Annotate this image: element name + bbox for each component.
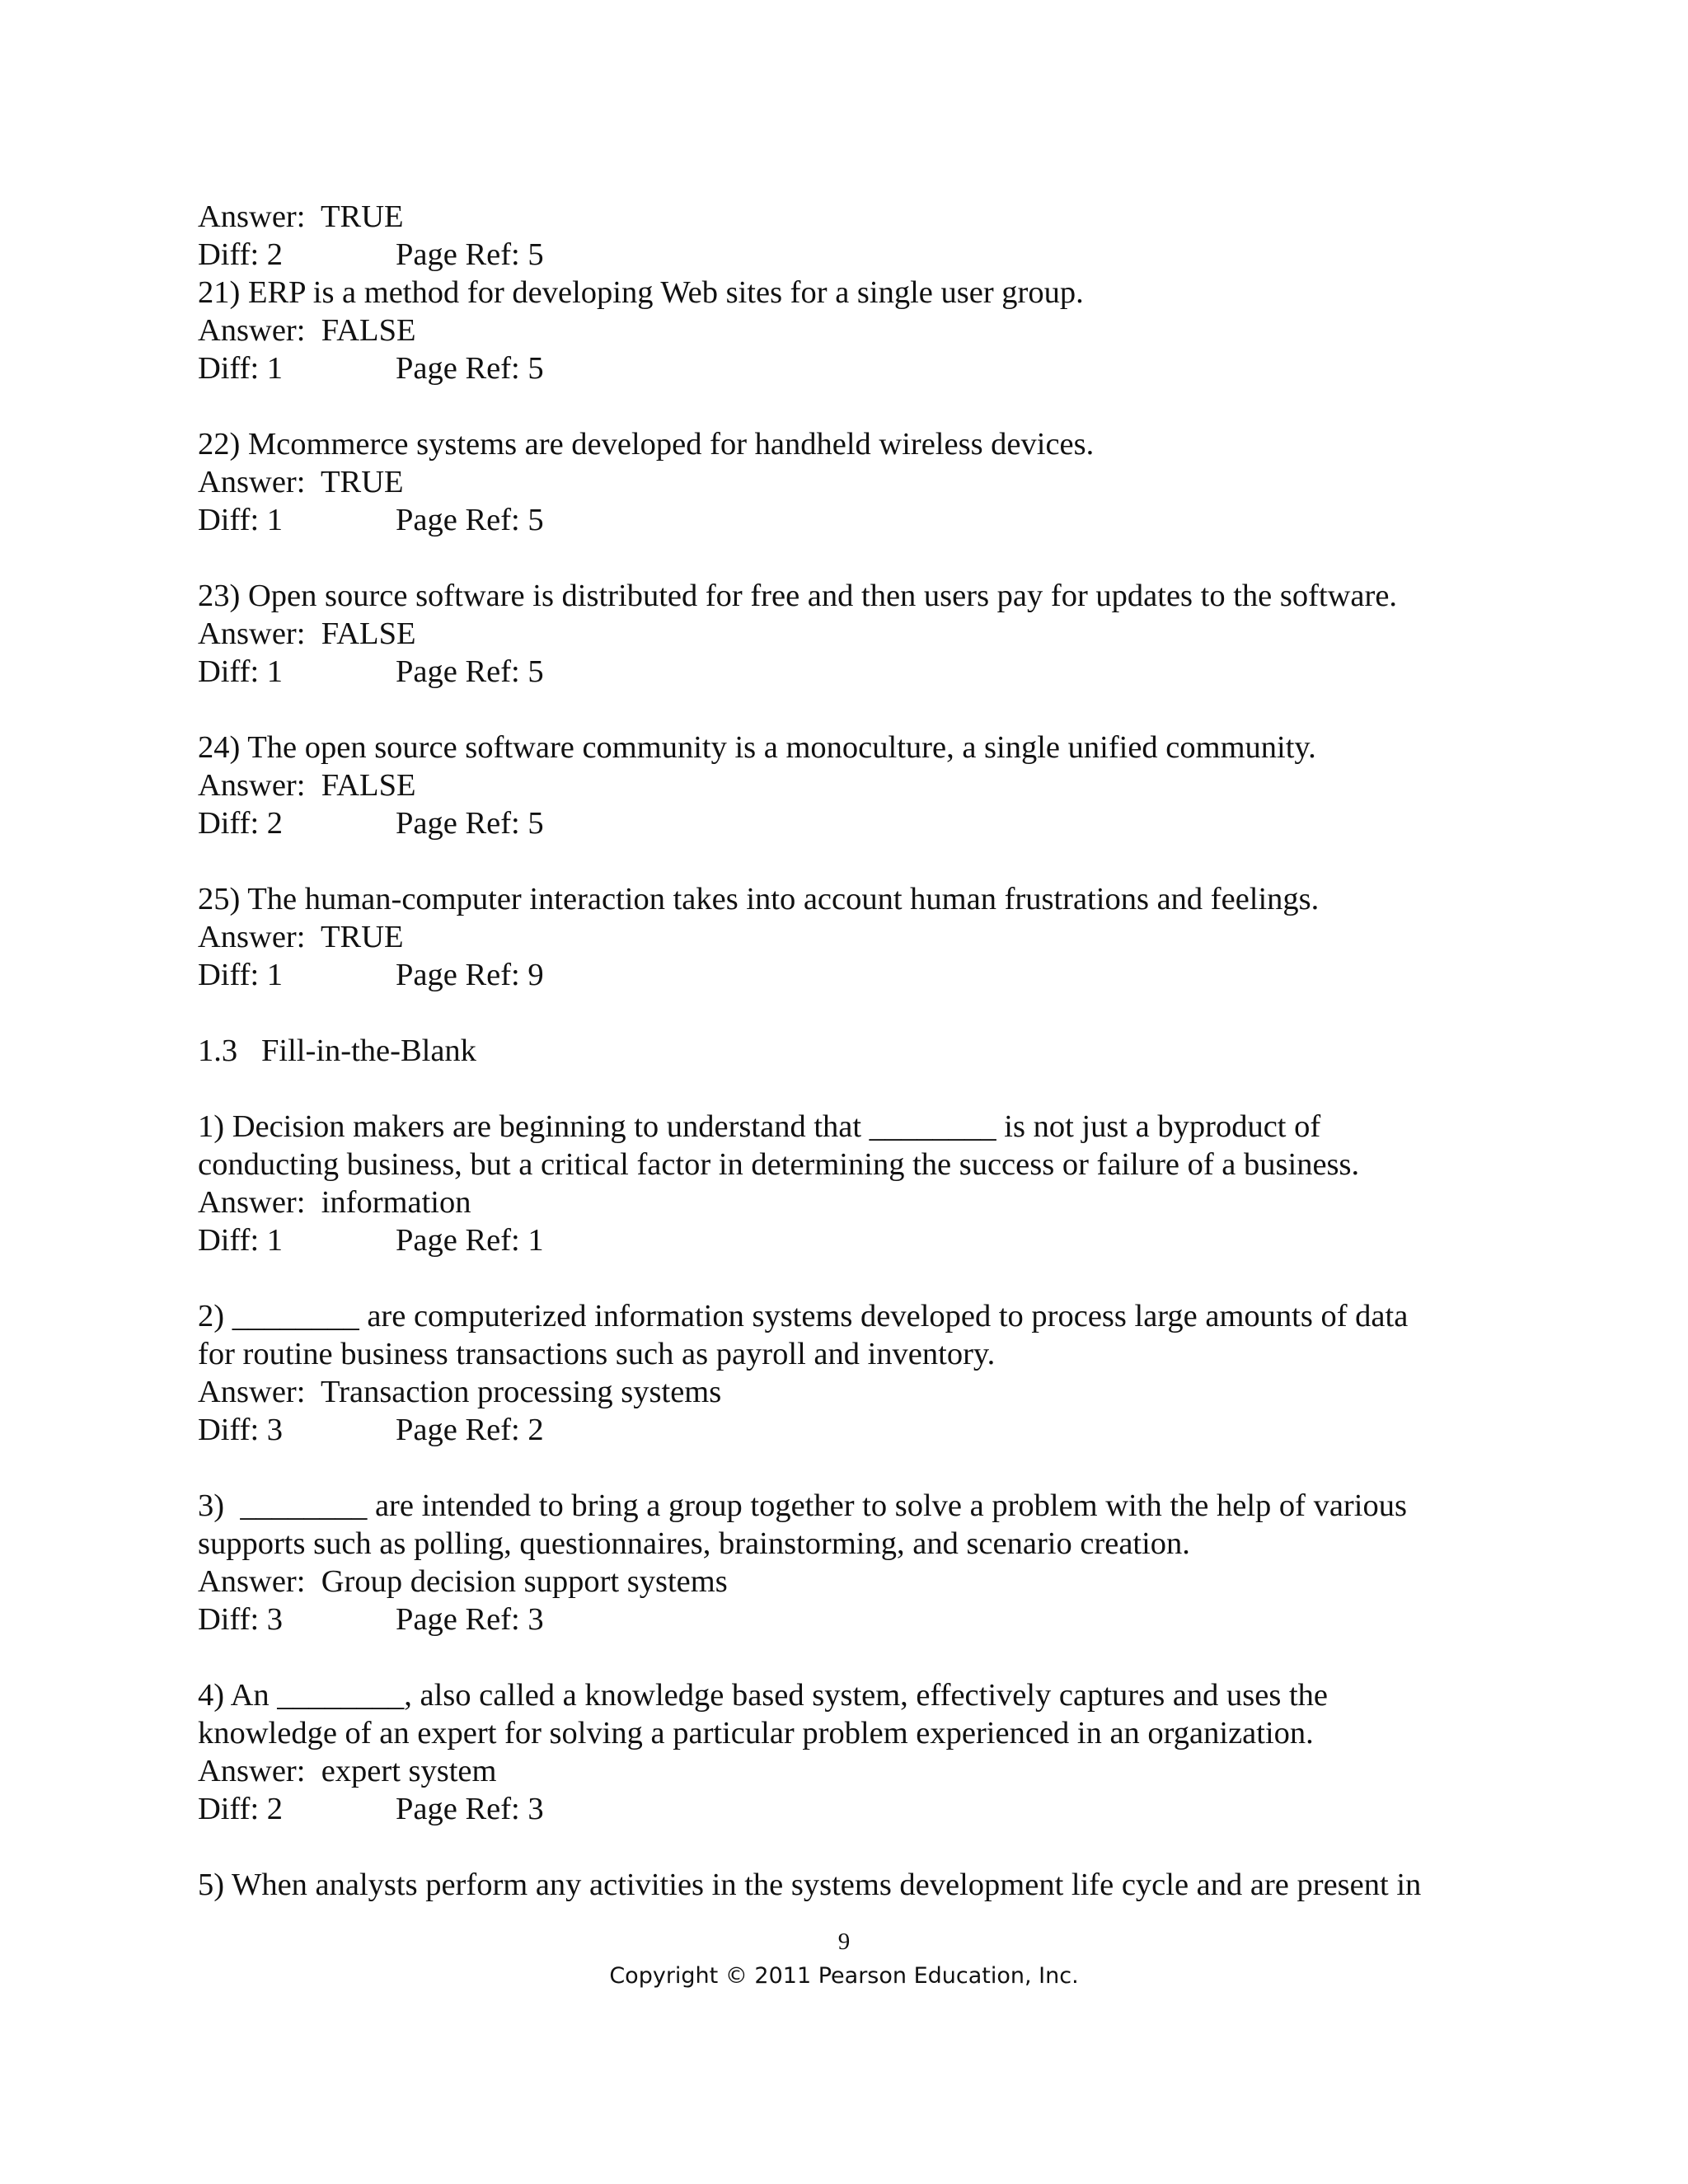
meta-row xyxy=(198,236,1550,274)
question-text: 21) ERP is a method for developing Web sites for a single user group. xyxy=(198,275,1084,310)
question-text: supports such as polling, questionnaires, brainstorming, and scenario creation. xyxy=(198,1526,1190,1561)
spacer xyxy=(198,994,1550,1032)
question-text: 4) An ________, also called a knowledge based system, effectively captures and uses the xyxy=(198,1678,1328,1713)
question-text: for routine business transactions such as payroll and inventory. xyxy=(198,1337,996,1371)
question-text: conducting business, but a critical factor in determining the success or failure of a business. xyxy=(198,1147,1360,1182)
spacer xyxy=(198,1070,1550,1108)
meta-row xyxy=(198,653,1550,691)
question-text: 22) Mcommerce systems are developed for handheld wireless devices. xyxy=(198,427,1095,462)
meta-row xyxy=(198,1790,1550,1828)
page-ref: Page Ref: 9 xyxy=(396,958,544,992)
section-heading: 1.3 Fill-in-the-Blank xyxy=(198,1033,476,1068)
copyright-notice: Copyright © 2011 Pearson Education, Inc. xyxy=(609,1963,1079,1989)
meta-row xyxy=(198,1411,1550,1449)
answer-line: Answer: FALSE xyxy=(198,768,416,803)
question-text: 5) When analysts perform any activities in the systems development life cycle and are present in xyxy=(198,1868,1422,1902)
question-text: 2) ________ are computerized information systems developed to process large amounts of data xyxy=(198,1299,1409,1333)
question-text: 1) Decision makers are beginning to understand that ________ is not just a byproduct of xyxy=(198,1109,1321,1144)
spacer xyxy=(198,1449,1550,1487)
meta-row xyxy=(198,956,1550,994)
spacer xyxy=(198,1828,1550,1866)
meta-row xyxy=(198,349,1550,387)
page-ref: Page Ref: 1 xyxy=(396,1223,544,1258)
page-ref: Page Ref: 5 xyxy=(396,503,544,537)
answer-line: Answer: FALSE xyxy=(198,616,416,651)
difficulty: Diff: 3 xyxy=(198,1602,284,1637)
answer-line: Answer: TRUE xyxy=(198,465,404,499)
meta-row xyxy=(198,804,1550,842)
difficulty: Diff: 2 xyxy=(198,237,284,272)
page-ref: Page Ref: 5 xyxy=(396,351,544,386)
difficulty: Diff: 2 xyxy=(198,1792,284,1826)
answer-line: Answer: Transaction processing systems xyxy=(198,1375,722,1409)
page-number: 9 xyxy=(837,1929,851,1955)
difficulty: Diff: 1 xyxy=(198,351,284,386)
answer-line: Answer: Group decision support systems xyxy=(198,1564,728,1599)
difficulty: Diff: 1 xyxy=(198,503,284,537)
question-text: knowledge of an expert for solving a particular problem experienced in an organization. xyxy=(198,1716,1314,1750)
spacer xyxy=(198,387,1550,425)
question-text: 23) Open source software is distributed for free and then users pay for updates to the software. xyxy=(198,579,1398,613)
answer-line: Answer: information xyxy=(198,1185,471,1220)
spacer xyxy=(198,539,1550,577)
question-text: 3) ________ are intended to bring a group together to solve a problem with the help of various xyxy=(198,1488,1407,1523)
meta-row xyxy=(198,1601,1550,1638)
difficulty: Diff: 3 xyxy=(198,1413,284,1447)
question-text: 25) The human-computer interaction takes into account human frustrations and feelings. xyxy=(198,882,1320,916)
page-ref: Page Ref: 5 xyxy=(396,237,544,272)
meta-row xyxy=(198,501,1550,539)
difficulty: Diff: 1 xyxy=(198,958,284,992)
question-text: 24) The open source software community is a monoculture, a single unified community. xyxy=(198,730,1316,765)
difficulty: Diff: 2 xyxy=(198,806,284,841)
spacer xyxy=(198,1638,1550,1676)
difficulty: Diff: 1 xyxy=(198,654,284,689)
page-ref: Page Ref: 3 xyxy=(396,1602,544,1637)
answer-line: Answer: TRUE xyxy=(198,199,404,234)
page-ref: Page Ref: 3 xyxy=(396,1792,544,1826)
difficulty: Diff: 1 xyxy=(198,1223,284,1258)
page-ref: Page Ref: 2 xyxy=(396,1413,544,1447)
spacer xyxy=(198,691,1550,729)
document-body xyxy=(198,198,1550,1904)
spacer xyxy=(198,842,1550,880)
spacer xyxy=(198,1259,1550,1297)
answer-line: Answer: TRUE xyxy=(198,920,404,954)
answer-line: Answer: FALSE xyxy=(198,313,416,348)
page-ref: Page Ref: 5 xyxy=(396,654,544,689)
page-ref: Page Ref: 5 xyxy=(396,806,544,841)
answer-line: Answer: expert system xyxy=(198,1754,497,1788)
meta-row xyxy=(198,1221,1550,1259)
